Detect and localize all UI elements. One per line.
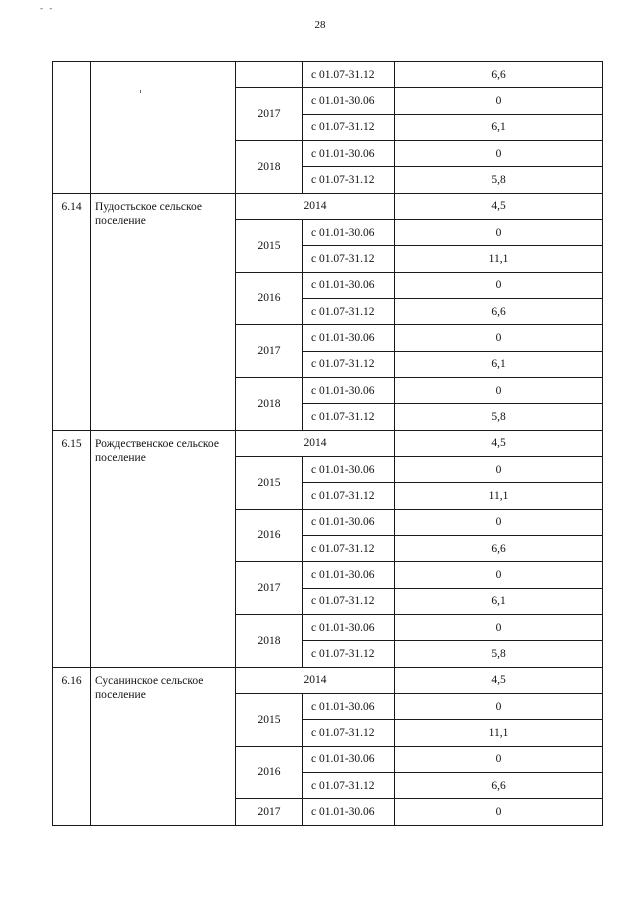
period-cell: с 01.07-31.12 [303,62,395,88]
value-cell: 6,1 [395,588,603,614]
period-cell: с 01.01-30.06 [303,325,395,351]
value-cell: 0 [395,88,603,114]
period-cell: с 01.01-30.06 [303,88,395,114]
period-cell: с 01.07-31.12 [303,720,395,746]
period-cell: с 01.01-30.06 [303,219,395,245]
period-cell: с 01.07-31.12 [303,772,395,798]
period-cell: с 01.07-31.12 [303,351,395,377]
value-cell: 6,6 [395,772,603,798]
period-cell: с 01.01-30.06 [303,693,395,719]
period-cell: с 01.07-31.12 [303,167,395,193]
page-number: 28 [314,19,326,31]
year-cell: 2018 [236,140,303,193]
period-cell: с 01.07-31.12 [303,404,395,430]
value-cell: 0 [395,140,603,166]
scan-mark [140,90,141,93]
value-cell: 0 [395,456,603,482]
tariff-table [52,61,603,826]
period-cell: с 01.07-31.12 [303,535,395,561]
period-cell: с 01.01-30.06 [303,140,395,166]
value-cell: 0 [395,377,603,403]
period-cell: с 01.01-30.06 [303,377,395,403]
period-cell: с 01.07-31.12 [303,483,395,509]
period-cell: с 01.07-31.12 [303,588,395,614]
value-cell: 0 [395,562,603,588]
period-cell: с 01.01-30.06 [303,614,395,640]
period-cell: с 01.07-31.12 [303,298,395,324]
period-cell: с 01.01-30.06 [303,456,395,482]
value-cell: 0 [395,272,603,298]
year-cell: 2015 [236,219,303,272]
table-row [53,430,603,456]
year-cell: 2017 [236,562,303,615]
year-cell: 2017 [236,325,303,378]
section-name-cell: Пудостьское сельское поселение [91,193,236,430]
period-cell: с 01.01-30.06 [303,272,395,298]
year-cell: 2016 [236,509,303,562]
section-name-cell [91,62,236,194]
value-cell: 6,6 [395,298,603,324]
table-row [53,667,603,693]
value-cell: 0 [395,509,603,535]
value-cell: 6,6 [395,62,603,88]
period-cell: с 01.01-30.06 [303,746,395,772]
value-cell: 5,8 [395,641,603,667]
period-cell: с 01.07-31.12 [303,641,395,667]
value-cell: 0 [395,219,603,245]
value-cell: 6,6 [395,535,603,561]
value-cell: 11,1 [395,720,603,746]
year-cell: 2018 [236,614,303,667]
base-year-cell: 2014 [236,430,395,456]
value-cell: 4,5 [395,430,603,456]
section-name-cell: Сусанинское сельское поселение [91,667,236,825]
year-cell: 2017 [236,88,303,141]
base-year-cell: 2014 [236,667,395,693]
section-number-cell: 6.16 [53,667,91,825]
section-number-cell [53,62,91,194]
value-cell: 5,8 [395,404,603,430]
year-cell: 2017 [236,799,303,825]
period-cell: с 01.01-30.06 [303,799,395,825]
period-cell: с 01.01-30.06 [303,562,395,588]
year-cell [236,62,303,88]
table-row [53,193,603,219]
year-cell: 2016 [236,272,303,325]
section-number-cell: 6.14 [53,193,91,430]
period-cell: с 01.07-31.12 [303,114,395,140]
value-cell: 0 [395,614,603,640]
value-cell: 0 [395,799,603,825]
value-cell: 11,1 [395,483,603,509]
period-cell: с 01.01-30.06 [303,509,395,535]
value-cell: 5,8 [395,167,603,193]
value-cell: 0 [395,693,603,719]
value-cell: 0 [395,746,603,772]
value-cell: 6,1 [395,114,603,140]
year-cell: 2018 [236,377,303,430]
period-cell: с 01.07-31.12 [303,246,395,272]
section-name-cell: Рождественское сельское поселение [91,430,236,667]
corner-mark: - - [40,3,55,13]
section-number-cell: 6.15 [53,430,91,667]
value-cell: 6,1 [395,351,603,377]
year-cell: 2015 [236,693,303,746]
base-year-cell: 2014 [236,193,395,219]
value-cell: 4,5 [395,193,603,219]
year-cell: 2015 [236,456,303,509]
year-cell: 2016 [236,746,303,799]
table-row [53,62,603,88]
value-cell: 0 [395,325,603,351]
value-cell: 4,5 [395,667,603,693]
value-cell: 11,1 [395,246,603,272]
